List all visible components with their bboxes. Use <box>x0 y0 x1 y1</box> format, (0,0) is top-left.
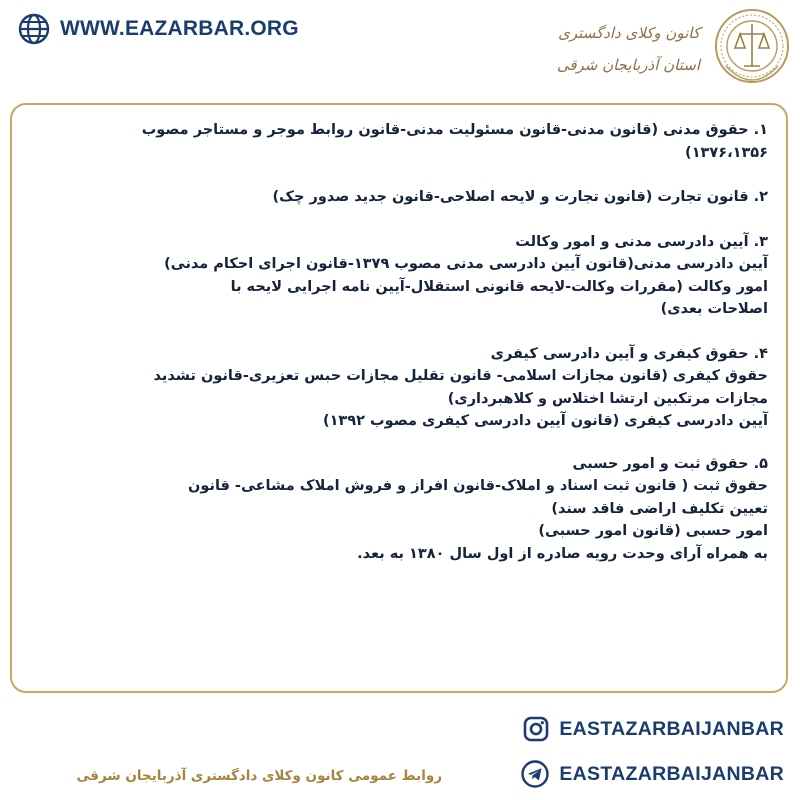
section-1-line-1: ۱. حقوق مدنی (قانون مدنی-قانون مسئولیت مدنی-قانون روابط موجر و مستاجر مصوب <box>141 122 768 138</box>
public-relations-credit: روابط عمومی کانون وکلای دادگستری آذربایجان شرقی <box>76 768 442 784</box>
website-url[interactable]: WWW.EAZARBAR.ORG <box>60 17 299 40</box>
section-5-line-1: حقوق ثبت ( قانون ثبت اسناد و املاک-قانون افراز و فروش املاک مشاعی- قانون <box>188 478 768 494</box>
section-4-line-2: مجازات مرتکبین ارتشا اختلاس و کلاهبرداری) <box>447 390 768 407</box>
section-3-line-3: اصلاحات بعدی) <box>660 301 768 317</box>
section-5-line-2: تعیین تکلیف اراضی فاقد سند) <box>551 500 768 517</box>
telegram-handle[interactable]: EASTAZARBAIJANBAR <box>559 762 784 785</box>
section-3-line-1: آیین دادرسی مدنی(قانون آیین دادرسی مدنی مصوب ۱۳۷۹-قانون اجرای احکام مدنی) <box>164 256 768 272</box>
section-2-line-1: ۲. قانون تجارت (قانون تجارت و لایحه اصلاحی-قانون جدید صدور چک) <box>272 189 768 205</box>
organization-logo-text <box>470 24 700 74</box>
logo-line-2: استان آذربایجان شرقی <box>556 56 700 74</box>
section-1-line-2: ۱۳۷۶،۱۳۵۶) <box>685 144 768 161</box>
instagram-icon <box>523 716 549 742</box>
telegram-link[interactable] <box>521 760 784 788</box>
bar-association-seal <box>712 4 792 88</box>
section-3-title: ۳. آیین دادرسی مدنی و امور وکالت <box>515 233 768 250</box>
section-5-title: ۵. حقوق ثبت و امور حسبی <box>572 455 768 472</box>
instagram-link[interactable] <box>523 716 784 742</box>
section-5-line-4: به همراه آرای وحدت رویه صادره از اول سال ۱۳۸۰ به بعد. <box>357 545 768 562</box>
website-row[interactable] <box>18 12 299 46</box>
logo-line-1: کانون وکلای دادگستری <box>558 24 700 42</box>
instagram-handle[interactable]: EASTAZARBAIJANBAR <box>559 717 784 740</box>
content-card <box>10 103 788 693</box>
section-3-line-2: امور وکالت (مقررات وکالت-لایحه قانونی استقلال-آیین نامه اجرایی لایحه با <box>230 278 768 295</box>
section-4-title: ۴. حقوق کیفری و آیین دادرسی کیفری <box>490 345 768 362</box>
section-5-line-3: امور حسبی (قانون امور حسبی) <box>538 523 768 539</box>
section-4-line-3: آیین دادرسی کیفری (قانون آیین دادرسی کیفری مصوب ۱۳۹۲) <box>322 413 768 429</box>
section-4-line-1: حقوق کیفری (قانون مجازات اسلامی- قانون تقلیل مجازات حبس تعزیری-قانون تشدید <box>153 368 768 384</box>
topics-list <box>22 119 768 565</box>
globe-icon <box>18 13 50 45</box>
telegram-icon <box>521 760 549 788</box>
